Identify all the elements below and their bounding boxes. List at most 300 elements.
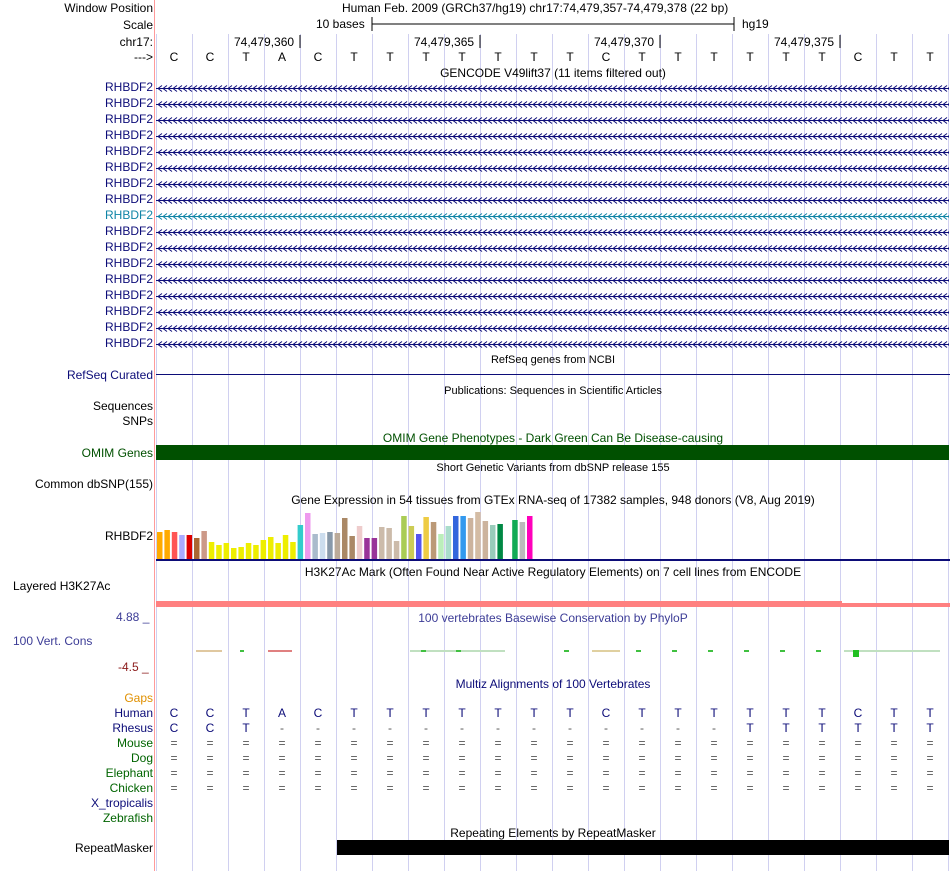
multiz-aligned-base: T [818, 706, 826, 720]
multiz-aligned-base: T [818, 721, 826, 735]
multiz-aligned-base: - [388, 721, 392, 735]
multiz-aligned-base: C [169, 721, 179, 735]
multiz-aligned-base: = [566, 751, 574, 765]
gencode-gene-label[interactable]: RHBDF2 [104, 96, 153, 110]
sequence-base: T [458, 50, 466, 64]
multiz-aligned-base: = [170, 781, 178, 795]
scale-bar-label: 10 bases [316, 17, 365, 31]
multiz-aligned-base: = [494, 751, 502, 765]
multiz-aligned-base: T [242, 721, 250, 735]
gtex-tissue-bar [224, 543, 230, 559]
multiz-aligned-base: - [712, 721, 716, 735]
gtex-tissue-bar [246, 543, 252, 559]
multiz-aligned-base: T [350, 706, 358, 720]
gtex-tissue-bar [268, 537, 274, 559]
gencode-transcript[interactable] [156, 129, 949, 143]
multiz-aligned-base: = [458, 766, 466, 780]
multiz-aligned-base: = [602, 766, 610, 780]
gtex-tissue-bar [520, 522, 526, 559]
multiz-aligned-base: C [601, 706, 611, 720]
gtex-tissue-bar [320, 533, 326, 559]
publications-snps-label[interactable]: SNPs [122, 414, 153, 428]
multiz-aligned-base: = [350, 766, 358, 780]
position-tick-1: 74,479,360 [234, 35, 295, 49]
gtex-tissue-bar [364, 538, 370, 559]
gtex-tissue-bar [231, 548, 237, 559]
gtex-tissue-bar [372, 538, 378, 559]
gtex-tissue-bar [512, 520, 518, 559]
multiz-aligned-base: - [676, 721, 680, 735]
gtex-tissue-bar [438, 534, 444, 559]
gencode-gene-label[interactable]: RHBDF2 [104, 224, 153, 238]
gencode-transcript[interactable] [156, 193, 949, 207]
multiz-aligned-base: = [458, 781, 466, 795]
phylop-score-mark [456, 650, 461, 652]
phylop-max-label: 4.88 _ [116, 610, 150, 624]
multiz-aligned-base: = [926, 751, 934, 765]
multiz-aligned-base: - [568, 721, 572, 735]
multiz-aligned-base: T [530, 706, 538, 720]
multiz-aligned-base: = [422, 781, 430, 795]
repeatmasker-track-title[interactable]: Repeating Elements by RepeatMasker [450, 826, 656, 840]
gtex-tissue-bar [483, 521, 489, 559]
phylop-score-mark [708, 650, 713, 652]
gtex-tissue-bar [401, 516, 407, 559]
gencode-transcript[interactable] [156, 289, 949, 303]
gtex-tissue-bar [505, 531, 511, 559]
multiz-aligned-base: = [818, 766, 826, 780]
gencode-transcript[interactable] [156, 209, 949, 223]
multiz-aligned-base: C [853, 706, 863, 720]
assembly-short-label: hg19 [742, 17, 769, 31]
sequence-base: T [818, 50, 826, 64]
multiz-aligned-base: = [386, 781, 394, 795]
phylop-track-label[interactable]: 100 Vert. Cons [13, 634, 93, 648]
gtex-tissue-bar [335, 533, 341, 559]
phylop-score-mark [816, 650, 821, 652]
gencode-transcript[interactable] [156, 113, 949, 127]
multiz-aligned-base: = [242, 751, 250, 765]
multiz-aligned-base: = [602, 781, 610, 795]
gencode-gene-label[interactable]: RHBDF2 [104, 320, 153, 334]
multiz-aligned-base: = [494, 736, 502, 750]
gtex-baseline [156, 559, 950, 561]
multiz-aligned-base: = [854, 751, 862, 765]
multiz-aligned-base: T [710, 706, 718, 720]
gtex-tissue-bar [157, 532, 163, 559]
multiz-aligned-base: T [386, 706, 394, 720]
refseq-gene-line[interactable] [156, 374, 950, 375]
sequence-base: C [601, 50, 611, 64]
phylop-score-mark [240, 650, 244, 652]
gtex-tissue-bar [342, 518, 348, 559]
gtex-tissue-bar [209, 542, 215, 559]
gtex-tissue-bar [261, 540, 267, 559]
gencode-transcript[interactable] [156, 177, 949, 191]
gencode-gene-label[interactable]: RHBDF2 [104, 80, 153, 94]
gencode-gene-label[interactable]: RHBDF2 [104, 176, 153, 190]
multiz-aligned-base: T [638, 706, 646, 720]
multiz-aligned-base: = [350, 751, 358, 765]
multiz-aligned-base: = [746, 766, 754, 780]
gencode-track-title[interactable]: GENCODE V49lift37 (11 items filtered out) [440, 66, 666, 80]
dbsnp-track-label[interactable]: Common dbSNP(155) [34, 477, 153, 491]
repeatmasker-track-label[interactable]: RepeatMasker [74, 841, 153, 855]
multiz-aligned-base: - [424, 721, 428, 735]
gtex-tissue-bar [460, 516, 466, 559]
multiz-aligned-base: = [350, 781, 358, 795]
multiz-aligned-base: = [530, 736, 538, 750]
multiz-aligned-base: - [604, 721, 608, 735]
multiz-aligned-base: = [746, 736, 754, 750]
gtex-tissue-bar [394, 541, 400, 559]
multiz-aligned-base: = [782, 751, 790, 765]
refseq-track-title[interactable]: RefSeq genes from NCBI [490, 354, 616, 366]
multiz-species-label[interactable]: Elephant [105, 766, 153, 780]
gencode-transcript[interactable] [156, 337, 949, 351]
multiz-aligned-base: = [278, 736, 286, 750]
phylop-signal[interactable] [156, 640, 950, 662]
gencode-gene-label[interactable]: RHBDF2 [104, 208, 153, 222]
multiz-aligned-base: = [890, 736, 898, 750]
refseq-track-label[interactable]: RefSeq Curated [66, 368, 153, 382]
multiz-aligned-base: T [782, 721, 790, 735]
omim-track-title[interactable]: OMIM Gene Phenotypes - Dark Green Can Be Disease-causing [382, 431, 724, 445]
gtex-tissue-bar [379, 527, 385, 559]
sequence-base: C [313, 50, 323, 64]
gtex-tissue-bar [283, 535, 289, 559]
multiz-aligned-base: T [422, 706, 430, 720]
omim-track-label[interactable]: OMIM Genes [81, 446, 153, 460]
multiz-aligned-base: = [854, 781, 862, 795]
multiz-aligned-base: T [890, 721, 898, 735]
sequence-base: T [782, 50, 790, 64]
gtex-tissue-bar [475, 512, 481, 559]
multiz-aligned-base: = [170, 766, 178, 780]
multiz-aligned-base: = [818, 781, 826, 795]
gtex-track-label[interactable]: RHBDF2 [104, 529, 153, 543]
gencode-transcript[interactable] [156, 273, 949, 287]
multiz-aligned-base: = [422, 766, 430, 780]
gtex-tissue-bar [349, 536, 355, 559]
multiz-aligned-base: = [674, 736, 682, 750]
position-tick-2: 74,479,365 [414, 35, 475, 49]
gencode-gene-label[interactable]: RHBDF2 [104, 128, 153, 142]
multiz-aligned-base: = [206, 751, 214, 765]
publications-track-title[interactable]: Publications: Sequences in Scientific Articles [444, 385, 662, 397]
multiz-species-label[interactable]: Dog [130, 751, 153, 765]
h3k27ac-signal-low[interactable] [842, 603, 950, 607]
gtex-track-title[interactable]: Gene Expression in 54 tissues from GTEx RNA-seq of 17382 samples, 948 donors (V8, Aug 2019) [291, 493, 815, 507]
sequence-base: T [566, 50, 574, 64]
phylop-min-label: -4.5 _ [118, 660, 149, 674]
multiz-aligned-base: - [352, 721, 356, 735]
multiz-aligned-base: = [890, 751, 898, 765]
multiz-aligned-base: = [314, 751, 322, 765]
multiz-aligned-base: T [494, 706, 502, 720]
multiz-aligned-base: = [386, 736, 394, 750]
gtex-tissue-bar [179, 535, 185, 559]
sequence-base: T [530, 50, 538, 64]
gencode-gene-label[interactable]: RHBDF2 [104, 144, 153, 158]
gencode-gene-label[interactable]: RHBDF2 [104, 192, 153, 206]
sequence-base: T [890, 50, 898, 64]
sequence-base: C [169, 50, 179, 64]
gencode-gene-label[interactable]: RHBDF2 [104, 272, 153, 286]
multiz-aligned-base: = [566, 766, 574, 780]
phylop-score-mark [780, 650, 785, 652]
multiz-aligned-base: = [782, 766, 790, 780]
sequence-base: T [242, 50, 250, 64]
multiz-species-label[interactable]: Mouse [116, 736, 153, 750]
multiz-aligned-base: - [496, 721, 500, 735]
phylop-score-mark [853, 650, 859, 657]
multiz-aligned-base: - [640, 721, 644, 735]
multiz-aligned-base: = [422, 736, 430, 750]
scale-bar[interactable] [370, 16, 736, 32]
gencode-gene-label[interactable]: RHBDF2 [104, 304, 153, 318]
sequence-base: T [350, 50, 358, 64]
multiz-aligned-base: = [458, 736, 466, 750]
assembly-position-text[interactable]: Human Feb. 2009 (GRCh37/hg19) chr17:74,479,357-74,479,378 (22 bp) [342, 1, 729, 15]
gencode-gene-label[interactable]: RHBDF2 [104, 336, 153, 350]
omim-gene-bar[interactable] [156, 445, 949, 460]
multiz-aligned-base: = [242, 766, 250, 780]
gencode-transcript[interactable] [156, 241, 949, 255]
sequence-base: T [926, 50, 934, 64]
multiz-aligned-base: = [530, 766, 538, 780]
multiz-aligned-base: = [386, 766, 394, 780]
chrom-label: chr17: [119, 35, 153, 49]
gencode-gene-label[interactable]: RHBDF2 [104, 160, 153, 174]
multiz-aligned-base: = [602, 736, 610, 750]
phylop-score-mark [592, 650, 620, 652]
multiz-aligned-base: = [386, 751, 394, 765]
gencode-gene-label[interactable]: RHBDF2 [104, 112, 153, 126]
h3k27ac-track-label[interactable]: Layered H3K27Ac [13, 579, 111, 593]
gtex-tissue-bar [446, 526, 452, 559]
multiz-track-title[interactable]: Multiz Alignments of 100 Vertebrates [455, 677, 651, 691]
multiz-aligned-base: = [818, 736, 826, 750]
sequence-base: T [386, 50, 394, 64]
multiz-aligned-base: = [710, 781, 718, 795]
multiz-aligned-base: = [422, 751, 430, 765]
gencode-transcript[interactable] [156, 145, 949, 159]
sequence-base: A [277, 50, 286, 64]
multiz-aligned-base: A [277, 706, 286, 720]
gencode-transcript[interactable] [156, 161, 949, 175]
multiz-aligned-base: T [926, 706, 934, 720]
gtex-tissue-bar [386, 528, 392, 559]
window-position-label: Window Position [64, 1, 153, 15]
sequence-base: T [746, 50, 754, 64]
gtex-tissue-bar [527, 516, 533, 559]
multiz-aligned-base: = [926, 736, 934, 750]
gtex-tissue-bar [216, 545, 222, 559]
multiz-aligned-base: = [638, 736, 646, 750]
multiz-aligned-base: = [242, 736, 250, 750]
multiz-aligned-base: = [638, 781, 646, 795]
phylop-score-mark [744, 650, 749, 652]
gtex-tissue-bar [201, 531, 207, 559]
multiz-species-label[interactable]: Chicken [109, 781, 153, 795]
multiz-aligned-base: = [638, 751, 646, 765]
phylop-score-mark [196, 650, 222, 652]
strand-label: ---> [134, 50, 153, 64]
multiz-aligned-base: C [313, 706, 323, 720]
gencode-gene-label[interactable]: RHBDF2 [104, 240, 153, 254]
multiz-aligned-base: T [926, 721, 934, 735]
multiz-aligned-base: = [314, 766, 322, 780]
multiz-aligned-base: - [316, 721, 320, 735]
multiz-aligned-base: = [278, 751, 286, 765]
multiz-aligned-base: = [494, 766, 502, 780]
position-tick-marks [0, 33, 950, 49]
multiz-aligned-base: = [278, 781, 286, 795]
gtex-tissue-bar [305, 513, 311, 559]
multiz-aligned-base: = [494, 781, 502, 795]
multiz-aligned-base: = [890, 781, 898, 795]
multiz-aligned-base: = [566, 736, 574, 750]
h3k27ac-track-title[interactable]: H3K27Ac Mark (Often Found Near Active Regulatory Elements) on 7 cell lines from ENCODE [304, 565, 802, 579]
position-tick-4: 74,479,375 [774, 35, 835, 49]
multiz-aligned-base: = [674, 751, 682, 765]
multiz-aligned-base: = [278, 766, 286, 780]
multiz-aligned-base: T [566, 706, 574, 720]
gtex-tissue-bar [312, 534, 318, 559]
gencode-transcript[interactable] [156, 257, 949, 271]
gtex-tissue-bar [468, 518, 474, 559]
multiz-aligned-base: C [205, 721, 215, 735]
gencode-transcript[interactable] [156, 305, 949, 319]
multiz-aligned-base: = [926, 781, 934, 795]
multiz-aligned-base: = [746, 781, 754, 795]
gencode-gene-label[interactable]: RHBDF2 [104, 256, 153, 270]
gtex-tissue-bar [253, 545, 259, 559]
gtex-tissue-bar [298, 525, 304, 559]
multiz-aligned-base: = [530, 751, 538, 765]
multiz-aligned-base: = [206, 781, 214, 795]
gtex-tissue-bar [497, 524, 503, 559]
gtex-tissue-bar [453, 516, 459, 559]
multiz-aligned-base: = [206, 766, 214, 780]
gencode-transcript[interactable] [156, 225, 949, 239]
multiz-aligned-base: = [746, 751, 754, 765]
multiz-aligned-base: = [890, 766, 898, 780]
position-tick-3: 74,479,370 [594, 35, 655, 49]
sequence-base: T [674, 50, 682, 64]
multiz-aligned-base: = [710, 766, 718, 780]
multiz-aligned-base: = [530, 781, 538, 795]
gtex-tissue-bar [290, 542, 296, 559]
multiz-aligned-base: = [674, 781, 682, 795]
multiz-aligned-base: C [205, 706, 215, 720]
gtex-tissue-bar [416, 534, 422, 559]
multiz-aligned-base: = [458, 751, 466, 765]
multiz-aligned-base: = [602, 751, 610, 765]
gtex-tissue-bar [409, 526, 415, 559]
gtex-tissue-bar [490, 525, 496, 559]
multiz-aligned-base: T [890, 706, 898, 720]
multiz-aligned-base: T [746, 706, 754, 720]
multiz-aligned-base: = [710, 751, 718, 765]
gencode-transcript[interactable] [156, 321, 949, 335]
multiz-aligned-base: T [458, 706, 466, 720]
gtex-tissue-bar [431, 522, 437, 559]
gencode-transcript[interactable] [156, 81, 949, 95]
multiz-aligned-base: T [746, 721, 754, 735]
sequence-base: T [710, 50, 718, 64]
sequence-base: C [205, 50, 215, 64]
multiz-species-label[interactable]: Zebrafish [102, 811, 153, 825]
phylop-score-mark [564, 650, 569, 652]
gtex-tissue-bar [238, 547, 244, 559]
gencode-gene-label[interactable]: RHBDF2 [104, 288, 153, 302]
multiz-aligned-base: - [460, 721, 464, 735]
sequence-base: C [853, 50, 863, 64]
gtex-tissue-bar [275, 543, 281, 559]
multiz-aligned-base: C [169, 706, 179, 720]
gtex-expression-chart[interactable] [156, 508, 556, 560]
multiz-aligned-base: = [206, 736, 214, 750]
sequence-base: T [494, 50, 502, 64]
multiz-aligned-base: = [710, 736, 718, 750]
multiz-aligned-base: = [782, 781, 790, 795]
gtex-tissue-bar [164, 530, 170, 559]
gtex-tissue-bar [327, 532, 333, 559]
dbsnp-track-title[interactable]: Short Genetic Variants from dbSNP release 155 [436, 462, 670, 474]
multiz-aligned-base: - [280, 721, 284, 735]
gtex-tissue-bar [194, 538, 200, 559]
phylop-score-mark [636, 650, 641, 652]
multiz-aligned-base: = [314, 781, 322, 795]
gencode-transcript[interactable] [156, 97, 949, 111]
gtex-tissue-bar [423, 517, 429, 559]
multiz-aligned-base: T [854, 721, 862, 735]
multiz-aligned-base: = [638, 766, 646, 780]
multiz-species-label[interactable]: X_tropicalis [90, 796, 153, 810]
multiz-aligned-base: = [350, 736, 358, 750]
gtex-tissue-bar [357, 526, 363, 559]
multiz-aligned-base: T [242, 706, 250, 720]
multiz-aligned-base: = [674, 766, 682, 780]
gtex-tissue-bar [187, 535, 193, 559]
multiz-aligned-base: = [782, 736, 790, 750]
scale-label: Scale [122, 18, 153, 32]
multiz-aligned-base: = [170, 751, 178, 765]
multiz-aligned-base: = [170, 736, 178, 750]
multiz-gaps-label[interactable]: Gaps [124, 691, 153, 705]
multiz-aligned-base: = [242, 781, 250, 795]
multiz-aligned-base: = [818, 751, 826, 765]
sequence-base: T [422, 50, 430, 64]
multiz-aligned-base: T [782, 706, 790, 720]
gtex-tissue-bar [172, 532, 178, 559]
h3k27ac-signal-high[interactable] [156, 601, 842, 607]
track-label-separator [154, 0, 155, 871]
multiz-aligned-base: = [566, 781, 574, 795]
phylop-track-title[interactable]: 100 vertebrates Basewise Conservation by PhyloP [418, 611, 688, 625]
repeatmasker-element-bar[interactable] [337, 840, 949, 855]
phylop-score-mark [421, 650, 426, 652]
phylop-score-mark [268, 650, 292, 652]
multiz-species-label[interactable]: Rhesus [112, 721, 153, 735]
multiz-aligned-base: T [674, 706, 682, 720]
multiz-species-label[interactable]: Human [114, 706, 153, 720]
multiz-aligned-base: = [854, 766, 862, 780]
multiz-aligned-base: = [854, 736, 862, 750]
publications-sequences-label[interactable]: Sequences [92, 399, 153, 413]
